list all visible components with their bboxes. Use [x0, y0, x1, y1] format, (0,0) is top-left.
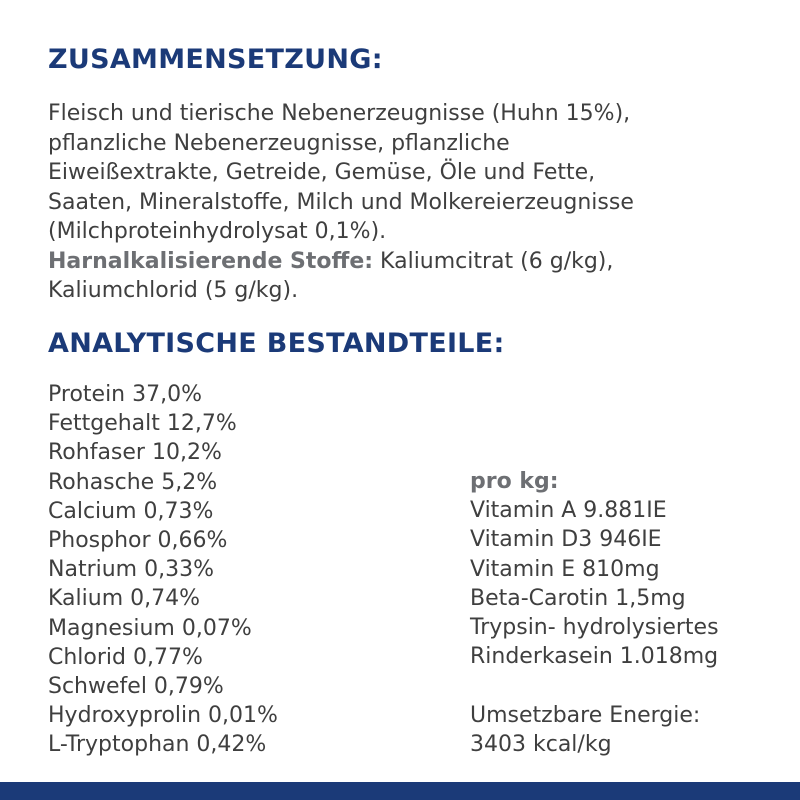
energy-block: [470, 701, 700, 759]
per-kg-item: Rinderkasein 1.018mg: [470, 644, 719, 670]
composition-line: (Milchproteinhydrolysat 0,1%).: [48, 219, 387, 244]
per-kg-item: Vitamin E 810mg: [470, 556, 660, 582]
analytics-item: Protein 37,0%: [48, 382, 202, 407]
composition-text: [48, 99, 788, 306]
per-kg-item: Trypsin- hydrolysiertes: [470, 615, 719, 641]
energy-label: Umsetzbare Energie:: [470, 703, 701, 728]
footer-bar: [0, 782, 800, 800]
analytics-item: Kalium 0,74%: [48, 586, 201, 612]
composition-heading: ZUSAMMENSETZUNG:: [48, 44, 383, 75]
analytics-item: Natrium 0,33%: [48, 557, 214, 583]
per-kg-item: Vitamin D3 946IE: [470, 527, 662, 553]
additive-line: [48, 247, 788, 277]
composition-line: Saaten, Mineralstoffe, Milch und Molkereierzeugnisse: [48, 189, 634, 215]
analytics-item: Rohfaser 10,2%: [48, 440, 222, 466]
analytics-item: Rohasche 5,2%: [48, 469, 218, 495]
analytics-list: [48, 380, 278, 760]
analytics-item: Phosphor 0,66%: [48, 528, 228, 554]
analytics-item: Chlorid 0,77%: [48, 644, 203, 670]
additive-line-2: Kaliumchlorid (5 g/kg).: [48, 278, 299, 303]
analytics-item: Schwefel 0,79%: [48, 674, 224, 700]
analytics-item: Calcium 0,73%: [48, 498, 214, 524]
analytics-item: L-Tryptophan 0,42%: [48, 732, 267, 758]
analytics-heading: ANALYTISCHE BESTANDTEILE:: [48, 328, 505, 359]
per-kg-heading: pro kg:: [470, 469, 559, 494]
additive-text: Kaliumcitrat (6 g/kg),: [373, 248, 614, 274]
analytics-item: Magnesium 0,07%: [48, 615, 252, 641]
composition-line: pflanzliche Nebenerzeugnisse, pflanzliche: [48, 130, 510, 156]
per-kg-list: [470, 467, 719, 671]
composition-line: Fleisch und tierische Nebenerzeugnisse (Huhn 15%),: [48, 101, 631, 126]
composition-line: Eiweißextrakte, Getreide, Gemüse, Öle und Fette,: [48, 160, 596, 185]
per-kg-item: Vitamin A 9.881IE: [470, 498, 667, 524]
per-kg-item: Beta-Carotin 1,5mg: [470, 585, 686, 611]
analytics-item: Fettgehalt 12,7%: [48, 411, 237, 437]
energy-value: 3403 kcal/kg: [470, 732, 612, 758]
additive-label: Harnalkalisierende Stoffe:: [48, 248, 374, 274]
analytics-item: Hydroxyprolin 0,01%: [48, 703, 278, 729]
